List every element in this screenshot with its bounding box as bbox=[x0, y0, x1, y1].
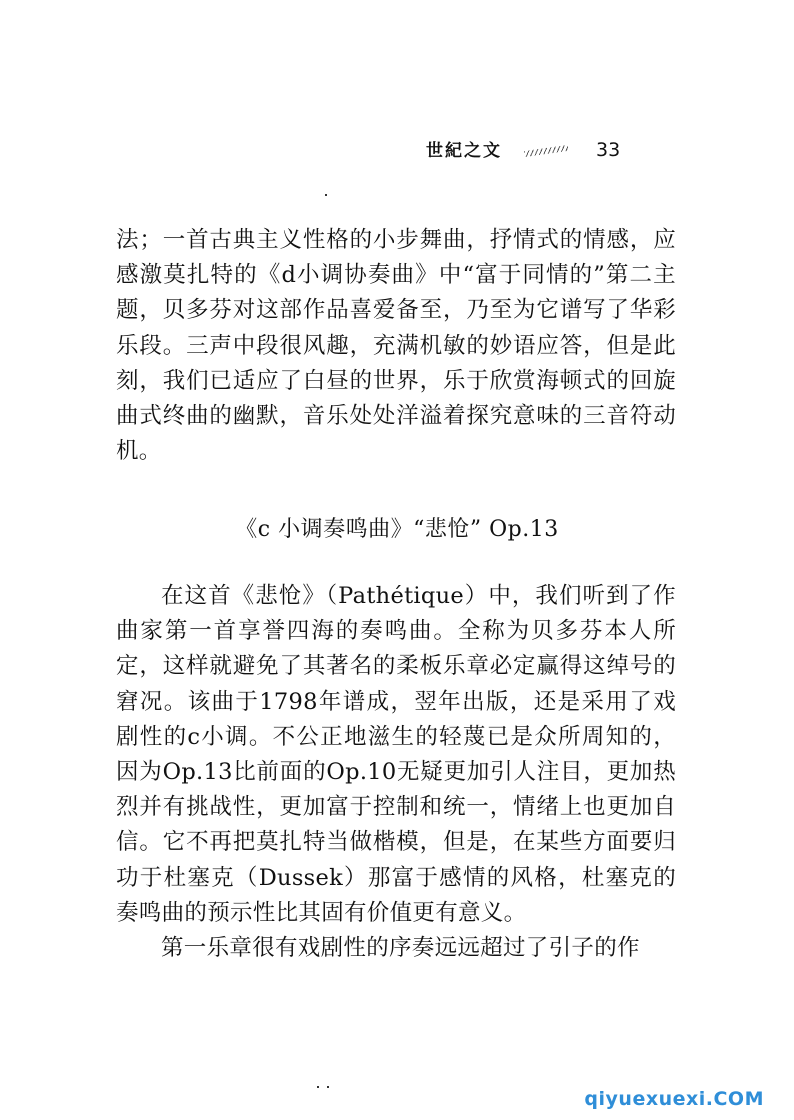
paragraph-2: 在这首《悲怆》（Pathétique）中，我们听到了作曲家第一首享誉四海的奏鸣曲。全称为贝多芬本人所定，这样就避免了其著名的柔板乐章必定赢得这绰号的窘况。该曲于1798年谱成，翌年出版，还是采用了戏剧性的c小调。不公正地滋生的轻蔑已是众所周知的，因为Op.13比前面的Op.10无疑更加引人注目，更加热烈并有挑战性，更加富于控制和统一，情绪上也更加自信。它不再把莫扎特当做楷模，但是，在某些方面要归功于杜塞克（Dussek）那富于感情的风格，杜塞克的奏鸣曲的预示性比其固有价值更有意义。 bbox=[116, 583, 676, 926]
ornament-icon bbox=[524, 144, 568, 156]
running-title: 世紀之文 bbox=[426, 141, 502, 161]
print-speck bbox=[325, 194, 327, 196]
watermark: qiyuexuexi.COM bbox=[584, 1088, 764, 1110]
paragraph-1: 法；一首古典主义性格的小步舞曲，抒情式的情感，应感激莫扎特的《d小调协奏曲》中“富于同情的”第二主题，贝多芬对这部作品喜爱备至，乃至为它谱写了华彩乐段。三声中段很风趣，充满机敏的妙语应答，但是此刻，我们已适应了白昼的世界，乐于欣赏海顿式的回旋曲式终曲的幽默，音乐处处洋溢着探究意味的三音符动机。 bbox=[116, 227, 676, 465]
page-number: 33 bbox=[596, 138, 621, 161]
section-body bbox=[116, 579, 676, 966]
paragraph-3: 第一乐章很有戏剧性的序奏远远超过了引子的作 bbox=[161, 935, 640, 962]
paragraph-continued bbox=[116, 223, 676, 469]
print-speck bbox=[317, 1086, 319, 1088]
print-speck bbox=[327, 1086, 329, 1088]
running-head bbox=[426, 136, 620, 161]
section-heading: 《c 小调奏鸣曲》“悲怆” Op.13 bbox=[235, 517, 559, 542]
